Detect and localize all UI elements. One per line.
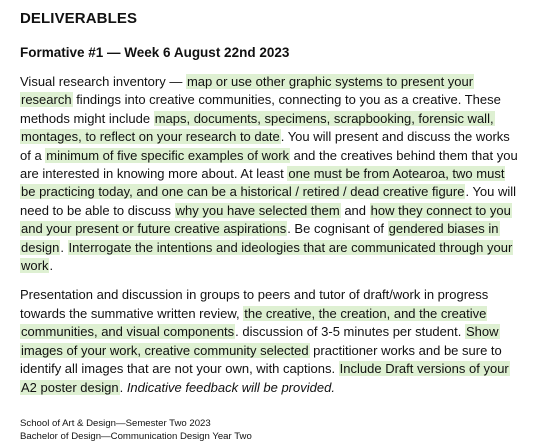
highlighted-text: gendered biases in design: [21, 221, 499, 255]
body-text: .: [60, 239, 68, 255]
highlighted-text: maps, documents, specimens, scrapbooking, forensic wall, montages, to reflect on your research to date: [21, 110, 494, 145]
body-text: practitioner works and be sure to identify all images that are not your own, with captions.: [20, 342, 502, 377]
highlighted-text: Include Draft versions of your A2 poster design: [21, 361, 509, 395]
body-text: and the creatives behind them that you are interested in knowing more about. At least: [20, 147, 518, 182]
footer: [20, 417, 520, 443]
highlighted-text: map or use other graphic systems to present your research: [21, 74, 474, 108]
body-text: . You will need to be able to discuss: [20, 184, 517, 218]
highlighted-text: minimum of five specific examples of work: [46, 147, 290, 163]
body-text: . Be cognisant of: [287, 221, 388, 237]
body-text: .: [49, 258, 54, 274]
highlighted-text: the creative, the creation, and the creative communities, and visual components: [21, 305, 487, 340]
body-text: findings into creative communities, connecting to you as a creative. These methods might include: [20, 92, 501, 126]
highlighted-text: Show images of your work, creative community selected: [21, 324, 499, 358]
footer-school-line: School of Art & Design—Semester Two 2023: [20, 417, 211, 429]
formative-subheading: Formative #1 — Week 6 August 22nd 2023: [20, 45, 290, 60]
highlighted-text: how they connect to you and your present or future creative aspirations: [21, 202, 511, 237]
highlighted-text: why you have selected them: [175, 202, 340, 218]
body-text: . You will present and discuss the works of a: [20, 129, 510, 163]
body-text: Indicative feedback will be provided.: [126, 379, 335, 395]
body-text: Visual research inventory —: [20, 74, 186, 89]
highlighted-text: Interrogate the intentions and ideologies that are communicated through your work: [21, 239, 513, 274]
paragraph-visual-research: [20, 73, 520, 275]
body-text: .: [119, 379, 127, 395]
body-text: and: [340, 202, 370, 218]
deliverables-heading: DELIVERABLES: [20, 10, 138, 27]
body-text: Presentation and discussion in groups to peers and tutor of draft/work in progress towards the summative written review,: [20, 287, 489, 321]
document-page: [20, 9, 520, 443]
paragraph-presentation: [20, 286, 520, 396]
body-text: . discussion of 3-5 minutes per student.: [235, 324, 465, 340]
highlighted-text: one must be from Aotearoa, two must be practicing today, and one can be a historical / retired / dead creative figure: [21, 166, 505, 200]
footer-programme-line: Bachelor of Design—Communication Design Year Two: [20, 430, 252, 442]
